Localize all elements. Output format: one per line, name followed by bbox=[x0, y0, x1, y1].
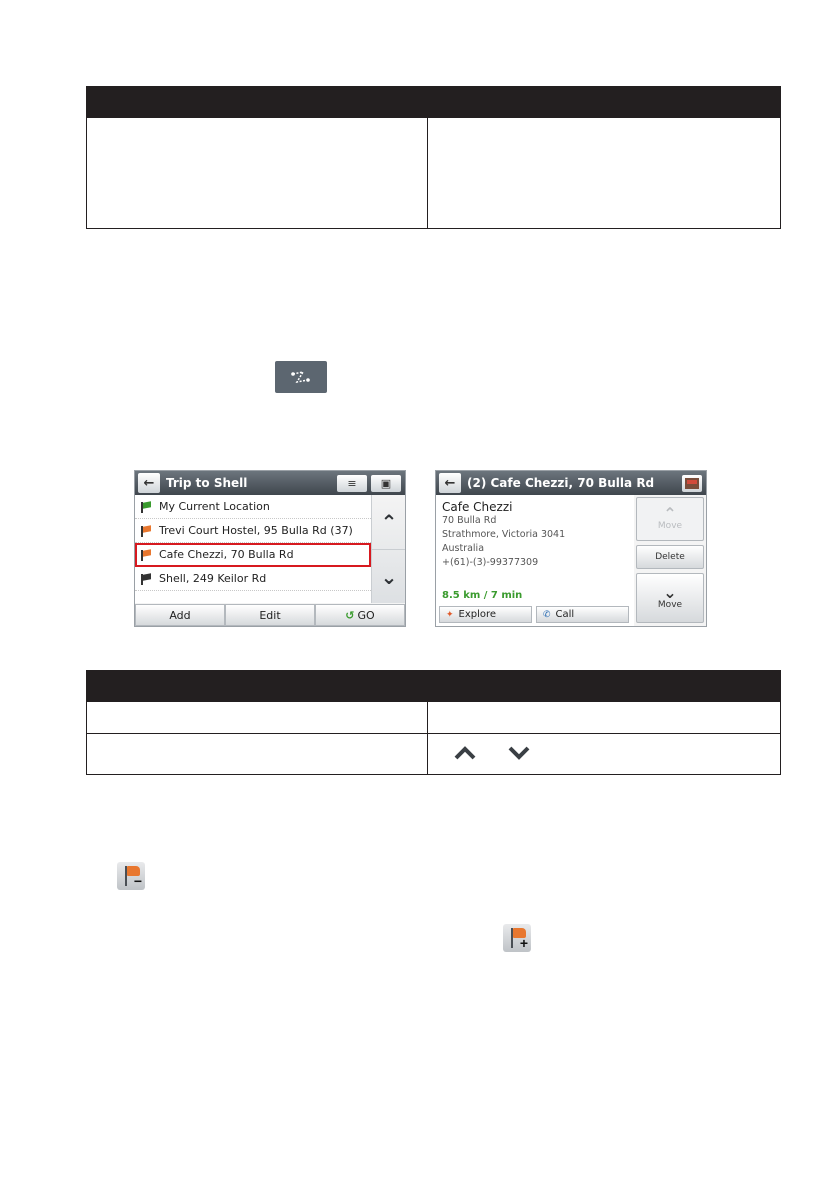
bottom-table-header bbox=[87, 671, 781, 702]
chevron-up-icon: ⌃ bbox=[663, 504, 677, 523]
list-item-label: Cafe Chezzi, 70 Bulla Rd bbox=[159, 548, 294, 561]
place-name: Cafe Chezzi bbox=[442, 500, 513, 514]
chevron-down-icon: ⌄ bbox=[663, 583, 677, 602]
list-item-selected[interactable] bbox=[135, 543, 371, 567]
list-item-label: My Current Location bbox=[159, 500, 270, 513]
detail-title: (2) Cafe Chezzi, 70 Bulla Rd bbox=[467, 476, 655, 490]
list-icon[interactable]: ≡ bbox=[337, 475, 367, 492]
remove-flag-icon: − bbox=[117, 862, 145, 890]
chevron-down-icon[interactable]: ⌄ bbox=[380, 565, 398, 589]
back-arrow-icon[interactable]: ← bbox=[439, 473, 461, 493]
checkered-flag-icon bbox=[141, 574, 151, 583]
move-up-button[interactable] bbox=[636, 497, 704, 541]
explore-icon: ✦ bbox=[446, 609, 454, 620]
chevron-up-icon[interactable]: ⌃ bbox=[372, 495, 406, 550]
flag-icon bbox=[141, 502, 151, 511]
call-label: Call bbox=[555, 609, 575, 620]
map-thumbnail-icon[interactable] bbox=[682, 475, 702, 492]
go-button[interactable] bbox=[315, 604, 405, 626]
back-arrow-icon[interactable]: ← bbox=[138, 473, 160, 493]
scroll-column bbox=[371, 495, 406, 603]
detail-actions bbox=[439, 606, 629, 623]
go-arrow-icon: ↺ bbox=[345, 608, 355, 622]
delete-button[interactable]: Delete bbox=[636, 545, 704, 569]
add-button[interactable]: Add bbox=[135, 604, 225, 626]
route-icon bbox=[275, 361, 327, 393]
list-item[interactable] bbox=[135, 519, 371, 543]
address-line: 70 Bulla Rd bbox=[442, 515, 497, 526]
chevron-up-icon bbox=[448, 742, 482, 764]
bottom-table-row bbox=[87, 702, 781, 734]
bottom-table-row bbox=[87, 734, 781, 775]
list-item[interactable] bbox=[135, 567, 371, 591]
trip-bottom-bar bbox=[135, 604, 405, 626]
top-table bbox=[86, 86, 781, 229]
detail-side-buttons bbox=[634, 495, 706, 626]
flag-icon bbox=[141, 526, 151, 535]
address-line: Strathmore, Victoria 3041 bbox=[442, 529, 566, 540]
explore-button[interactable] bbox=[439, 606, 532, 623]
move-down-label: Move bbox=[657, 600, 683, 610]
detail-panel bbox=[436, 495, 634, 626]
chevron-down-icon bbox=[502, 742, 536, 764]
detail-titlebar bbox=[436, 471, 706, 495]
list-item-label: Shell, 249 Keilor Rd bbox=[159, 572, 267, 585]
call-button[interactable] bbox=[536, 606, 629, 623]
trip-list-screen bbox=[134, 470, 406, 627]
edit-button[interactable]: Edit bbox=[225, 604, 315, 626]
flag-icon bbox=[141, 550, 151, 559]
list-item-label: Trevi Court Hostel, 95 Bulla Rd (37) bbox=[159, 524, 353, 537]
list-item[interactable] bbox=[135, 495, 371, 519]
waypoint-detail-screen bbox=[435, 470, 707, 627]
phone-icon: ✆ bbox=[543, 609, 551, 620]
move-down-button[interactable] bbox=[636, 573, 704, 623]
trip-title: Trip to Shell bbox=[166, 476, 248, 490]
explore-label: Explore bbox=[458, 609, 497, 620]
phone-number: +(61)-(3)-99377309 bbox=[442, 557, 539, 568]
move-up-label: Move bbox=[657, 521, 683, 531]
distance-time: 8.5 km / 7 min bbox=[442, 590, 523, 601]
map-icon[interactable]: ▣ bbox=[371, 475, 401, 492]
trip-titlebar bbox=[135, 471, 405, 495]
top-table-row bbox=[87, 118, 781, 229]
bottom-table bbox=[86, 670, 781, 775]
add-flag-icon: + bbox=[503, 924, 531, 952]
trip-waypoint-list bbox=[135, 495, 371, 603]
top-table-header bbox=[87, 87, 781, 118]
go-label: GO bbox=[357, 608, 375, 622]
address-line: Australia bbox=[442, 543, 485, 554]
